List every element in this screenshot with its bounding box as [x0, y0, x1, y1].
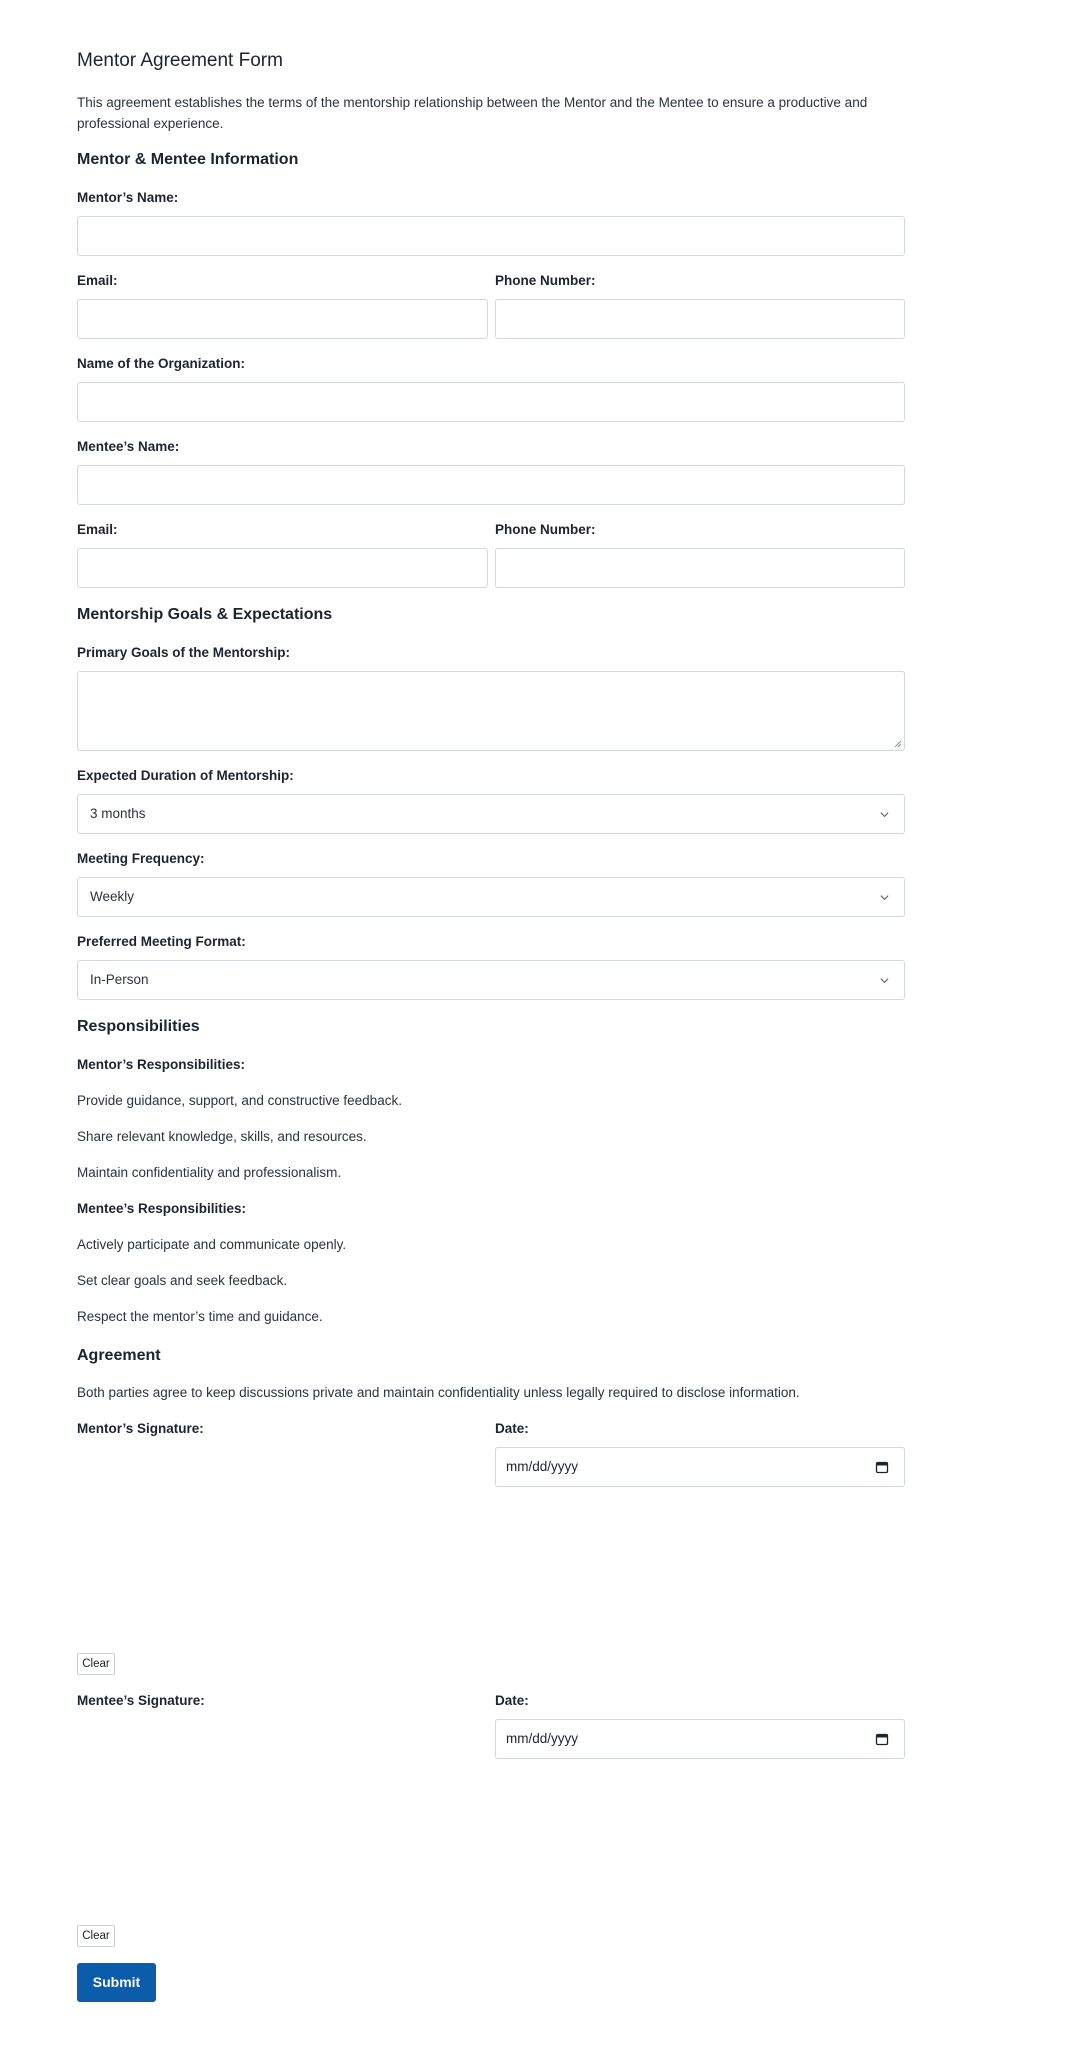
list-item: Provide guidance, support, and constructive feedback.	[77, 1093, 402, 1108]
mentee-responsibilities-heading: Mentee’s Responsibilities:	[77, 1201, 247, 1216]
primary-goals-label: Primary Goals of the Mentorship:	[77, 645, 291, 660]
duration-label: Expected Duration of Mentorship:	[77, 768, 294, 783]
mentee-signature-label: Mentee’s Signature:	[77, 1693, 205, 1708]
format-select-value: In-Person	[90, 972, 149, 987]
organization-label: Name of the Organization:	[77, 356, 246, 371]
format-select[interactable]	[77, 960, 905, 1000]
mentor-responsibilities-heading: Mentor’s Responsibilities:	[77, 1057, 246, 1072]
format-label: Preferred Meeting Format:	[77, 934, 246, 949]
calendar-icon[interactable]	[875, 1460, 889, 1474]
mentee-email-input[interactable]	[77, 548, 488, 588]
mentee-phone-input[interactable]	[495, 548, 905, 588]
mentor-name-label: Mentor’s Name:	[77, 190, 179, 205]
section-heading-info: Mentor & Mentee Information	[77, 151, 299, 168]
mentee-clear-button[interactable]: Clear	[77, 1925, 115, 1947]
mentee-date-input[interactable]	[495, 1719, 905, 1759]
list-item: Respect the mentor’s time and guidance.	[77, 1309, 323, 1324]
frequency-label: Meeting Frequency:	[77, 851, 205, 866]
mentee-signature-pad[interactable]	[77, 1717, 488, 1917]
calendar-icon[interactable]	[875, 1732, 889, 1746]
list-item: Set clear goals and seek feedback.	[77, 1273, 288, 1288]
mentor-date-label: Date:	[495, 1421, 529, 1436]
mentor-clear-button[interactable]: Clear	[77, 1653, 115, 1675]
mentor-phone-label: Phone Number:	[495, 273, 596, 288]
chevron-down-icon	[879, 975, 890, 986]
frequency-select-value: Weekly	[90, 889, 135, 904]
page-title: Mentor Agreement Form	[77, 50, 283, 71]
organization-input[interactable]	[77, 382, 905, 422]
mentor-signature-pad[interactable]	[77, 1445, 488, 1645]
mentee-email-label: Email:	[77, 522, 118, 537]
list-item: Share relevant knowledge, skills, and resources.	[77, 1129, 367, 1144]
frequency-select[interactable]	[77, 877, 905, 917]
duration-select-value: 3 months	[90, 806, 146, 821]
mentor-email-input[interactable]	[77, 299, 488, 339]
agreement-text: Both parties agree to keep discussions private and maintain confidentiality unless legally required to disclose information.	[77, 1385, 800, 1400]
mentor-email-label: Email:	[77, 273, 118, 288]
chevron-down-icon	[879, 809, 890, 820]
primary-goals-textarea[interactable]	[77, 671, 905, 751]
mentee-name-input[interactable]	[77, 465, 905, 505]
duration-select[interactable]	[77, 794, 905, 834]
resize-handle-icon[interactable]	[894, 740, 902, 748]
mentor-date-input[interactable]	[495, 1447, 905, 1487]
intro-text: This agreement establishes the terms of the mentorship relationship between the Mentor and the Mentee to ensure a productive and professional experience.	[77, 95, 868, 131]
mentee-name-label: Mentee’s Name:	[77, 439, 180, 454]
mentor-phone-input[interactable]	[495, 299, 905, 339]
section-heading-agreement: Agreement	[77, 1347, 161, 1364]
submit-button[interactable]: Submit	[77, 1963, 156, 2002]
mentee-date-label: Date:	[495, 1693, 529, 1708]
mentor-date-placeholder: mm/dd/yyyy	[506, 1459, 579, 1474]
list-item: Actively participate and communicate openly.	[77, 1237, 347, 1252]
mentee-phone-label: Phone Number:	[495, 522, 596, 537]
mentor-name-input[interactable]	[77, 216, 905, 256]
chevron-down-icon	[879, 892, 890, 903]
mentor-signature-label: Mentor’s Signature:	[77, 1421, 204, 1436]
mentee-date-placeholder: mm/dd/yyyy	[506, 1731, 579, 1746]
section-heading-goals: Mentorship Goals & Expectations	[77, 606, 333, 623]
list-item: Maintain confidentiality and professionalism.	[77, 1165, 342, 1180]
section-heading-responsibilities: Responsibilities	[77, 1018, 200, 1035]
